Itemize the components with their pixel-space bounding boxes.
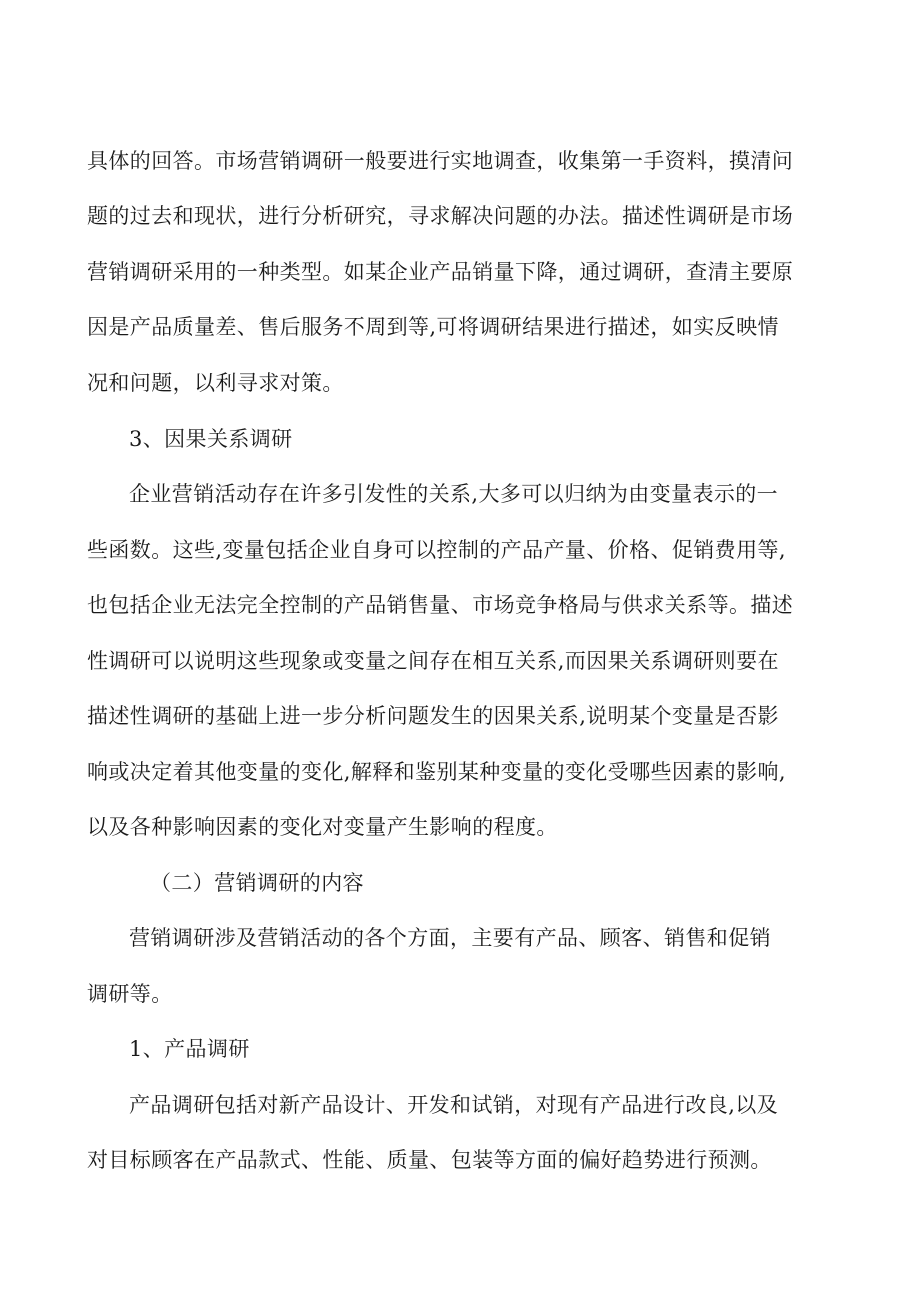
text-line: 题的过去和现状，进行分析研究，寻求解决问题的办法。描述性调研是市场 — [87, 204, 794, 228]
text-line: 企业营销活动存在许多引发性的关系,大多可以归纳为由变量表示的一 — [129, 482, 779, 506]
text-line: 些函数。这些,变量包括企业自身可以控制的产品产量、价格、促销费用等, — [87, 538, 786, 562]
text-line: 对目标顾客在产品款式、性能、质量、包装等方面的偏好趋势进行预测。 — [87, 1148, 772, 1172]
text-line: 性调研可以说明这些现象或变量之间存在相互关系,而因果关系调研则要在 — [87, 649, 779, 673]
text-line: 也包括企业无法完全控制的产品销售量、市场竞争格局与供求关系等。描述 — [87, 593, 794, 617]
text-line: 况和问题，以利寻求对策。 — [87, 371, 344, 395]
text-line: 描述性调研的基础上进一步分析问题发生的因果关系,说明某个变量是否影 — [87, 704, 779, 728]
text-line: 调研等。 — [87, 982, 173, 1006]
section-heading-causal-research: 3、因果关系调研 — [129, 427, 293, 451]
section-heading-product-research: 1、产品调研 — [129, 1037, 250, 1061]
text-line: 响或决定着其他变量的变化,解释和鉴别某种变量的变化受哪些因素的影响, — [87, 760, 786, 784]
text-line: 具体的回答。市场营销调研一般要进行实地调查，收集第一手资料，摸清问 — [87, 149, 794, 173]
text-line: 因是产品质量差、售后服务不周到等,可将调研结果进行描述，如实反映情 — [87, 315, 779, 339]
text-line: 以及各种影响因素的变化对变量产生影响的程度。 — [87, 815, 558, 839]
text-line: 营销调研采用的一种类型。如某企业产品销量下降，通过调研，查清主要原 — [87, 260, 794, 284]
text-line: 营销调研涉及营销活动的各个方面，主要有产品、顾客、销售和促销 — [129, 926, 771, 950]
section-heading-research-content: （二）营销调研的内容 — [150, 871, 364, 895]
text-line: 产品调研包括对新产品设计、开发和试销，对现有产品进行改良,以及 — [129, 1093, 779, 1117]
